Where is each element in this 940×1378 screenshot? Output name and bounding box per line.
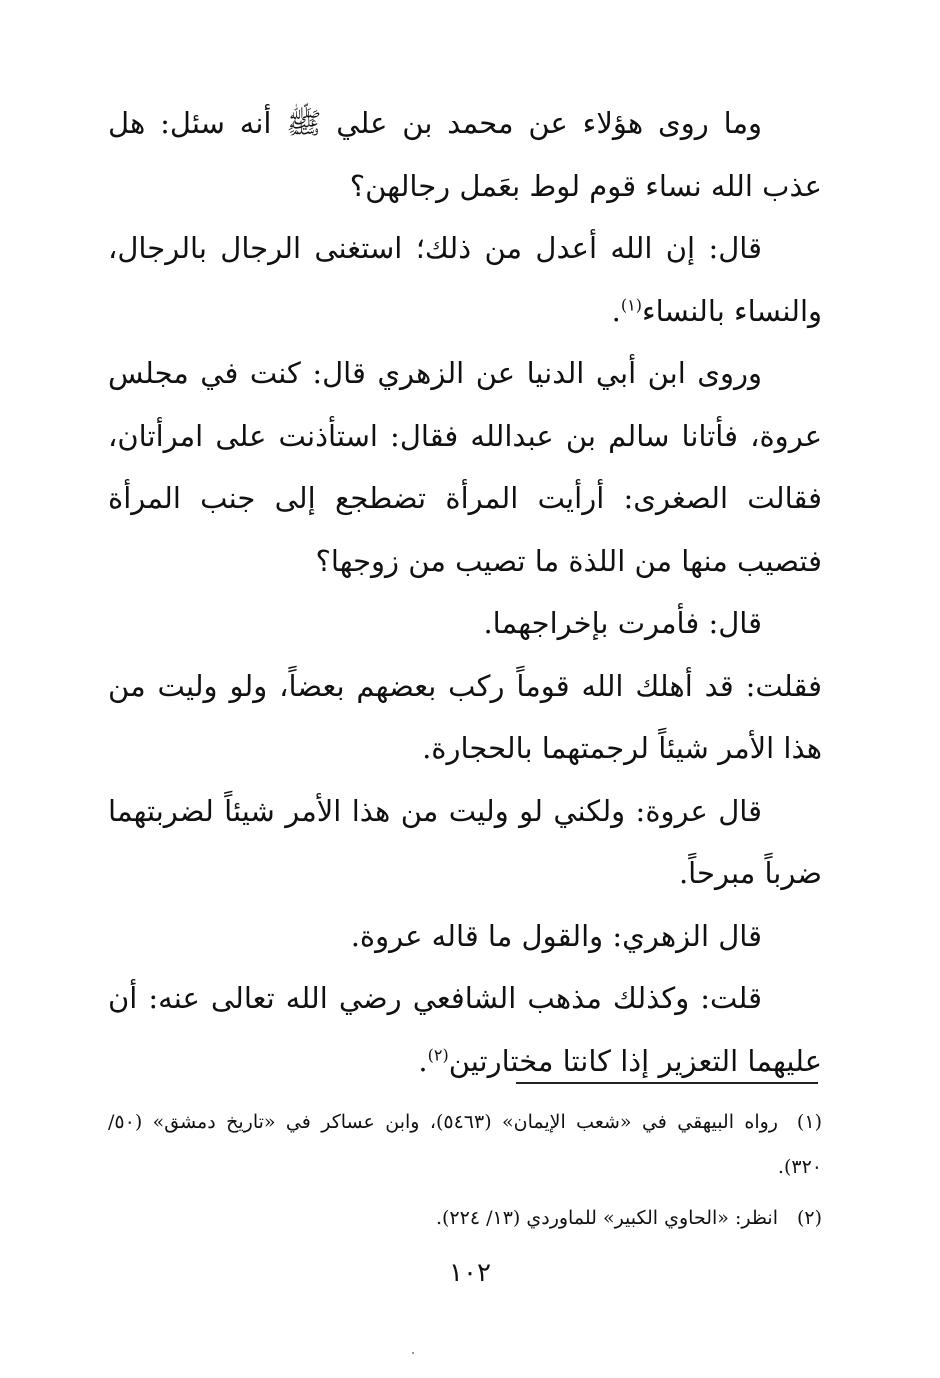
paragraph-8-end: . [418, 1043, 428, 1078]
paragraph-7-text: قال الزهري: والقول ما قاله عروة. [350, 918, 762, 953]
paragraph-6-text: قال عروة: ولكني لو وليت من هذا الأمر شيئاً لضربتهما ضرباً مبرحاً. [108, 793, 822, 890]
scan-speck [412, 1352, 414, 1354]
paragraph-3-text: وروى ابن أبي الدنيا عن الزهري قال: كنت في مجلس عروة، فأتانا سالم بن عبدالله فقال: استأذنت على امرأتان، فقالت الصغرى: أرأيت المرأة تضطجع إلى جنب المرأة فتصيب منها من اللذة ما تصيب من زوجها؟ [108, 356, 822, 578]
footnote-1-text: رواه البيهقي في «شعب الإيمان» (٥٤٦٣)، وابن عساكر في «تاريخ دمشق» (٥٠/ ٣٢٠). [108, 1111, 822, 1178]
page-number: ١٠٢ [449, 1258, 491, 1288]
paragraph-1 [108, 92, 822, 217]
paragraph-2 [108, 217, 822, 342]
footnotes [108, 1100, 822, 1241]
main-text [108, 92, 822, 1092]
paragraph-1-text: وما روى هؤلاء عن محمد بن علي ﷺ أنه سئل: هل عذب الله نساء قوم لوط بعَمل رجالهن؟ [108, 106, 822, 203]
footnote-separator [516, 1082, 818, 1084]
paragraph-8-text: قلت: وكذلك مذهب الشافعي رضي الله تعالى عنه: أن عليهما التعزير إذا كانتا مختارتين [108, 981, 822, 1078]
paragraph-4 [108, 592, 822, 655]
footnote-2-number: (٢) [796, 1207, 822, 1229]
footnote-ref-2: (٢) [427, 1044, 449, 1064]
paragraph-6 [108, 780, 822, 905]
paragraph-7 [108, 905, 822, 968]
paragraph-4-text: قال: فأمرت بإخراجهما. [483, 606, 762, 640]
paragraph-5 [108, 655, 822, 780]
footnote-1 [108, 1100, 822, 1190]
paragraph-2-end: . [611, 293, 621, 328]
paragraph-2-text: قال: إن الله أعدل من ذلك؛ استغنى الرجال بالرجال، والنساء بالنساء [108, 231, 822, 328]
footnote-2 [108, 1196, 822, 1241]
footnote-2-text: انظر: «الحاوي الكبير» للماوردي (١٣/ ٢٢٤). [435, 1207, 778, 1229]
paragraph-8 [108, 967, 822, 1092]
footnote-ref-1: (١) [620, 294, 642, 314]
paragraph-3 [108, 342, 822, 592]
footnote-1-number: (١) [796, 1111, 822, 1133]
paragraph-5-text: فقلت: قد أهلك الله قوماً ركب بعضهم بعضاً، ولو وليت من هذا الأمر شيئاً لرجمتهما بالحجارة. [108, 668, 822, 765]
